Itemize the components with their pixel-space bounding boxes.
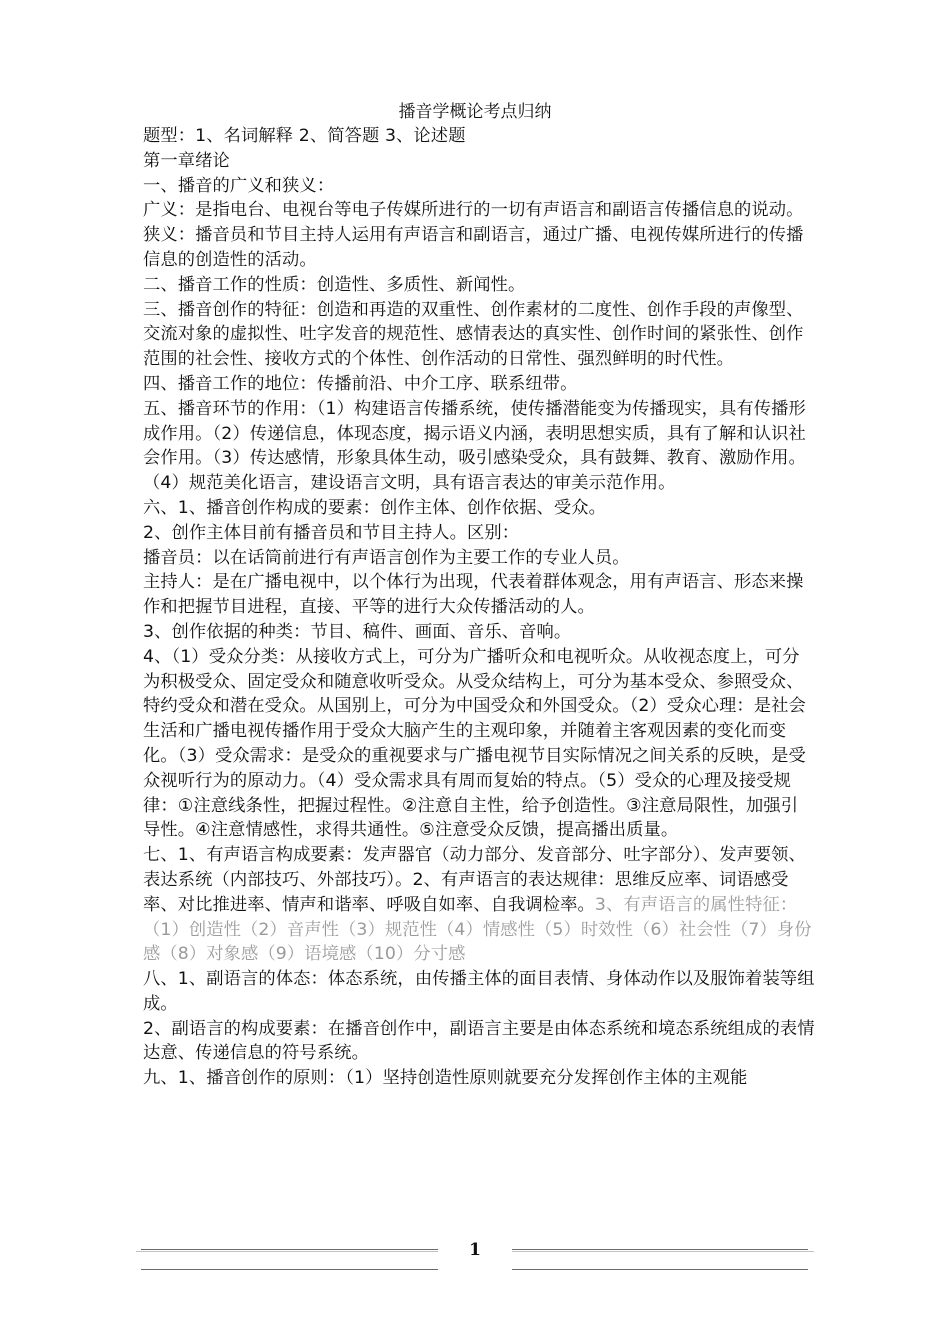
paragraph-section-8-2: 2、副语言的构成要素：在播音创作中，副语言主要是由体态系统和境态系统组成的表情达意、传递信息的符号系统。	[143, 1018, 815, 1064]
page-number: 1	[469, 1240, 481, 1260]
paragraph-section-2: 二、播音工作的性质：创造性、多质性、新闻性。	[143, 274, 526, 295]
paragraph-section-3: 三、播音创作的特征：创造和再造的双重性、创作素材的二度性、创作手段的声像型、交流对象的虚拟性、吐字发音的规范性、感情表达的真实性、创作时间的紧张性、创作范围的社会性、接收方式的个体性、创作活动的日常性、强烈鲜明的时代性。	[143, 299, 804, 370]
paragraph-section-6-4: 4、（1）受众分类：从接收方式上，可分为广播听众和电视听众。从收视态度上，可分为积极受众、固定受众和随意收听受众。从受众结构上，可分为基本受众、参照受众、特约受众和潜在受众。从国别上，可分为中国受众和外国受众。（2）受众心理：是社会生活和广播电视传播作用于受众大脑产生的主观印象，并随着主客观因素的变化而变化。（3）受众需求：是受众的重视要求与广播电视节目实际情况之间关系的反映，是受众视听行为的原动力。（4）受众需求具有周而复始的特点。（5）受众的心理及接受规律：①注意线条性，把握过程性。②注意自主性，给予创造性。③注意局限性，加强引导性。④注意情感性，求得共通性。⑤注意受众反馈，提高播出质量。	[143, 646, 806, 841]
paragraph-section-5: 五、播音环节的作用：（1）构建语言传播系统，使传播潜能变为传播现实，具有传播形成作用。（2）传递信息，体现态度，揭示语义内涵，表明思想实质，具有了解和认识社会作用。（3）传达感情，形象具体生动，吸引感染受众，具有鼓舞、教育、激励作用。（4）规范美化语言，建设语言文明，具有语言表达的审美示范作用。	[143, 398, 806, 494]
paragraph-section-6-2: 2、创作主体目前有播音员和节目主持人。区别：	[143, 522, 520, 543]
paragraph-section-7-gray: 3、有声语言的属性特征：（1）创造性（2）音声性（3）规范性（4）情感性（5）时效性（6）社会性（7）身份感（8）对象感（9）语境感（10）分寸感	[143, 894, 812, 965]
footer-rule-right-top-shadow	[512, 1251, 814, 1252]
paragraph-section-9-1: 九、1、播音创作的原则：（1）坚持创造性原则就要充分发挥创作主体的主观能	[143, 1068, 748, 1089]
paragraph-section-8-1: 八、1、副语言的体态：体态系统，由传播主体的面目表情、身体动作以及服饰着装等组成。	[143, 969, 815, 1014]
paragraph-section-7	[143, 843, 815, 967]
footer-rule-right-bottom	[512, 1269, 808, 1270]
paragraph-host-definition: 主持人：是在广播电视中，以个体行为出现，代表着群体观念，用有声语言、形态来操作和把握节目进程，直接、平等的进行大众传播活动的人。	[143, 572, 804, 618]
paragraph-chapter-heading: 第一章绪论	[143, 150, 230, 171]
paragraph-section-4: 四、播音工作的地位：传播前沿、中介工序、联系纽带。	[143, 373, 578, 394]
page-footer	[0, 1238, 950, 1278]
paragraph-announcer-definition: 播音员：以在话筒前进行有声语言创作为主要工作的专业人员。	[143, 547, 630, 568]
paragraph-broad-definition: 广义：是指电台、电视台等电子传媒所进行的一切有声语言和副语言传播信息的说动。	[143, 200, 804, 221]
paragraph-section-1-heading: 一、播音的广义和狭义：	[143, 175, 335, 196]
paragraph-question-types: 题型：1、名词解释 2、简答题 3、论述题	[143, 126, 466, 146]
paragraph-section-6-1: 六、1、播音创作构成的要素：创作主体、创作依据、受众。	[143, 497, 607, 518]
footer-rule-left-top	[141, 1249, 438, 1250]
document-title: 播音学概论考点归纳	[398, 102, 552, 122]
document-body	[143, 124, 815, 1091]
footer-rule-right-top	[512, 1249, 808, 1250]
footer-rule-left-bottom	[141, 1269, 438, 1270]
paragraph-section-6-3: 3、创作依据的种类：节目、稿件、画面、音乐、音响。	[143, 621, 572, 642]
paragraph-narrow-definition: 狭义：播音员和节目主持人运用有声语言和副语言，通过广播、电视传媒所进行的传播信息的创造性的活动。	[143, 225, 804, 270]
footer-rule-left-top-shadow	[136, 1251, 438, 1252]
paragraph-section-7-main: 七、1、有声语言构成要素：发声器官（动力部分、发音部分、吐字部分）、发声要领、表达系统（内部技巧、外部技巧）。2、有声语言的表达规律：思维反应率、词语感受率、对比推进率、情声和谐率、呼吸自如率、自我调检率。	[143, 845, 806, 915]
